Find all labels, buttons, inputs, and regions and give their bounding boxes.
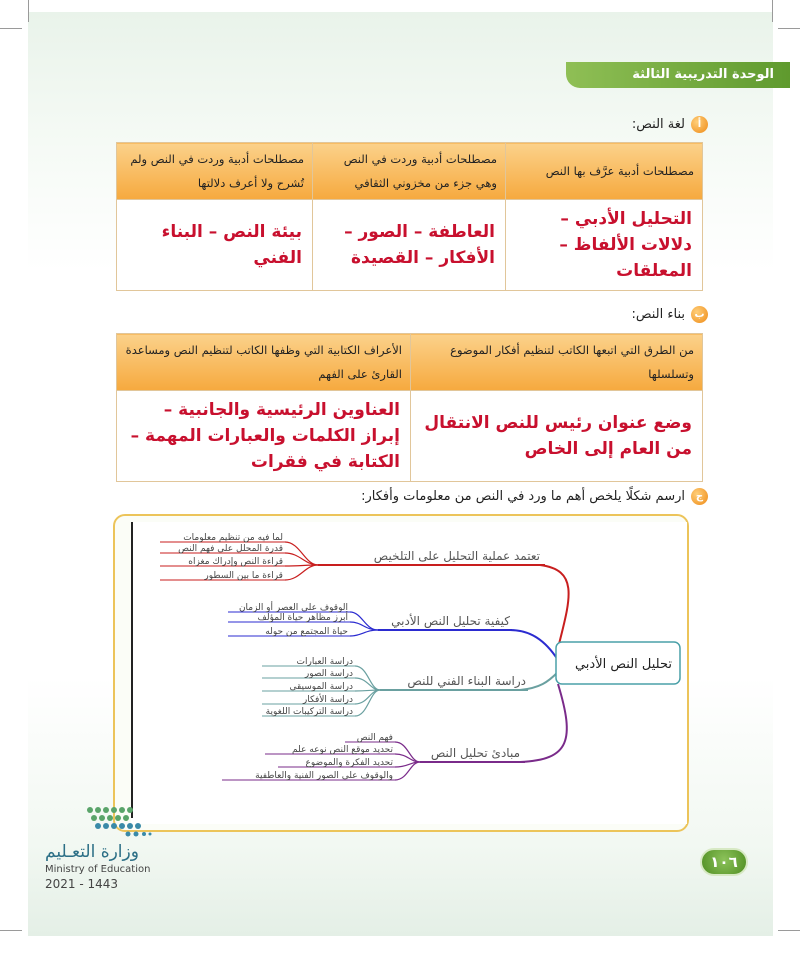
terms-cell-known: العاطفة – الصور – الأفكار – القصيدة [313, 200, 506, 291]
branch-1-item: لما فيه من تنظيم معلومات [183, 533, 283, 543]
branch-4-item: تحديد الفكرة والموضوع [305, 758, 393, 768]
branch-3-item: دراسة الأفكار [302, 695, 353, 705]
section1-title: لغة النص: [631, 117, 685, 132]
branch-3-item: دراسة العبارات [296, 657, 353, 667]
terms-cell-unknown: بيئة النص – البناء الفني [117, 200, 313, 291]
section1-number-badge: أ [691, 116, 708, 133]
branch-2-label: كيفية تحليل النص الأدبي [391, 614, 510, 628]
branch-3-item: دراسة الصور [304, 669, 353, 679]
edition-year: 2021 - 1443 [45, 877, 119, 891]
section3-number-badge: ج [691, 488, 708, 505]
connector-branch-4 [520, 684, 567, 762]
connector-branch-2 [510, 630, 558, 660]
branch-3-item: دراسة التركيبات اللغوية [265, 707, 353, 717]
branch-1-item: قدرة المحلل على فهم النص [178, 544, 283, 554]
terms-header-known: مصطلحات أدبية وردت في النص وهي جزء من مخزوني الثقافي [313, 143, 506, 200]
branch-2-item: حياة المجتمع من حوله [265, 627, 348, 637]
structure-header-methods: من الطرق التي اتبعها الكاتب لتنظيم أفكار الموضوع وتسلسلها [411, 334, 703, 391]
branch-4-item: فهم النص [356, 733, 393, 743]
connector-branch-1 [540, 565, 569, 648]
branch-1-item: قراءة ما بين السطور [204, 571, 283, 581]
section2-number-badge: ب [691, 306, 708, 323]
branch-2-item: الوقوف على العصر أو الزمان [238, 603, 348, 613]
branch-3-item: دراسة الموسيقى [289, 682, 353, 692]
structure-cell-conventions: العناوين الرئيسية والجانبية – إبراز الكلمات والعبارات المهمة – الكتابة في فقرات [117, 391, 411, 482]
unit-title-banner: الوحدة التدريبية الثالثة [566, 62, 790, 88]
branch-4-label: مبادئ تحليل النص [430, 746, 520, 760]
ministry-name-ar: وزارة التعـليم [45, 842, 139, 862]
branch-4-item: تحديد موقع النص نوعه علم [292, 745, 393, 755]
section3-title: ارسم شكلًا يلخص أهم ما ورد في النص من معلومات وأفكار: [361, 489, 685, 504]
structure-cell-methods: وضع عنوان رئيس للنص الانتقال من العام إلى الخاص [411, 391, 703, 482]
page-number-badge: ١٠٦ [700, 848, 748, 876]
terms-header-defined: مصطلحات أدبية عرَّف بها النص [506, 143, 703, 200]
section2-title: بناء النص: [631, 307, 685, 322]
terms-cell-defined: التحليل الأدبي – دلالات الألفاظ – المعلقات [506, 200, 703, 291]
branch-1-label: تعتمد عملية التحليل على التلخيص [373, 549, 540, 563]
mindmap-center-label: تحليل النص الأدبي [574, 657, 672, 672]
branch-2-item: أبرز مظاهر حياة المؤلف [257, 613, 348, 623]
branch-1-item: قراءة النص وإدراك مغزاه [188, 557, 283, 567]
structure-header-conventions: الأعراف الكتابية التي وظفها الكاتب لتنظيم النص ومساعدة القارئ على الفهم [117, 334, 411, 391]
ministry-name-en: Ministry of Education [45, 864, 151, 875]
branch-4-item: والوقوف على الصور الفنية والعاطفية [255, 771, 393, 781]
branch-3-label: دراسة البناء الفني للنص [407, 674, 526, 688]
terms-header-unknown: مصطلحات أدبية وردت في النص ولم تُشرح ولا أعرف دلالتها [117, 143, 313, 200]
